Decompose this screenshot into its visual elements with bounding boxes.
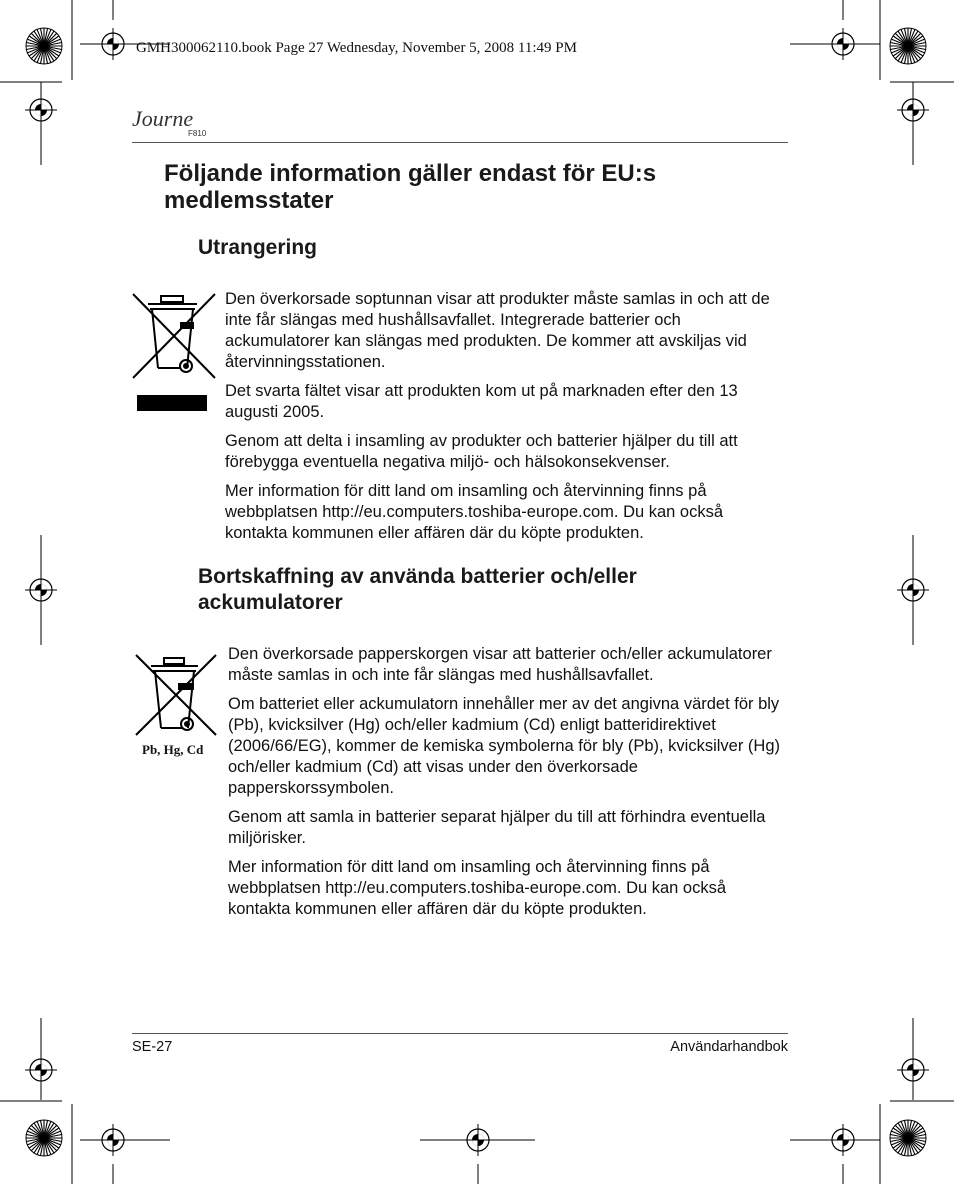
manual-name: Användarhandbok (670, 1039, 788, 1055)
page-number: SE-27 (132, 1039, 173, 1055)
brand-logo: Journe (132, 106, 194, 131)
section2-body (228, 644, 786, 928)
paragraph: Det svarta fältet visar att produkten kom ut på marknaden efter den 13 augusti 2005. (225, 382, 738, 421)
paragraph: Om batteriet eller ackumulatorn innehåller mer av det angivna värdet för bly (Pb), kvicksilver (Hg) och/eller kadmium (Cd) enligt batteridirektivet (2006/66/EG), kommer de kemiska symbolerna för bly (Pb), kvicksilver (Hg) och/eller kadmium (Cd) att visas under den överkorsade papperskorssymbolen. (228, 695, 780, 797)
chemical-symbols-label: Pb, Hg, Cd (142, 742, 204, 757)
paragraph: Mer information för ditt land om insamling och återvinning finns på webbplatsen http://eu.computers.toshiba-europe.com. Du kan också kontakta kommunen eller affären där du köpte produkten. (225, 482, 724, 542)
black-bar-marker (137, 395, 207, 411)
section1-body (225, 289, 787, 552)
print-slug: GMH300062110.book Page 27 Wednesday, November 5, 2008 11:49 PM (136, 40, 577, 56)
paragraph: Genom att delta i insamling av produkter och batterier hjälper du till att förebygga eventuella negativa miljö- och hälsokonsekvenser. (225, 432, 738, 471)
paragraph: Mer information för ditt land om insamling och återvinning finns på webbplatsen http://eu.computers.toshiba-europe.com. Du kan också kontakta kommunen eller affären där du köpte produkten. (228, 858, 727, 918)
header-divider (132, 142, 788, 143)
paragraph: Den överkorsade soptunnan visar att produkter måste samlas in och att de inte får slängas med hushållsavfallet. Integrerade batterier och ackumulatorer kan slängas med produkten. De kommer att avskiljas vid återvinningsstationen. (225, 290, 770, 371)
paragraph: Den överkorsade papperskorgen visar att batterier och/eller ackumulatorer måste samlas in och inte får slängas med hushållsavfallet. (228, 645, 772, 684)
crossed-out-wheeled-bin-icon (131, 291, 217, 381)
footer-divider (132, 1033, 788, 1034)
section-heading-utrangering: Utrangering (198, 236, 318, 259)
brand-model: F810 (188, 129, 207, 138)
section-heading-batterier: Bortskaffning av använda batterier och/eller ackumulatorer (198, 565, 637, 614)
crossed-out-wheeled-bin-icon (134, 652, 218, 738)
page-title: Följande information gäller endast för EU:s medlemsstater (164, 160, 657, 214)
paragraph: Genom att samla in batterier separat hjälper du till att förhindra eventuella miljörisker. (228, 808, 766, 847)
